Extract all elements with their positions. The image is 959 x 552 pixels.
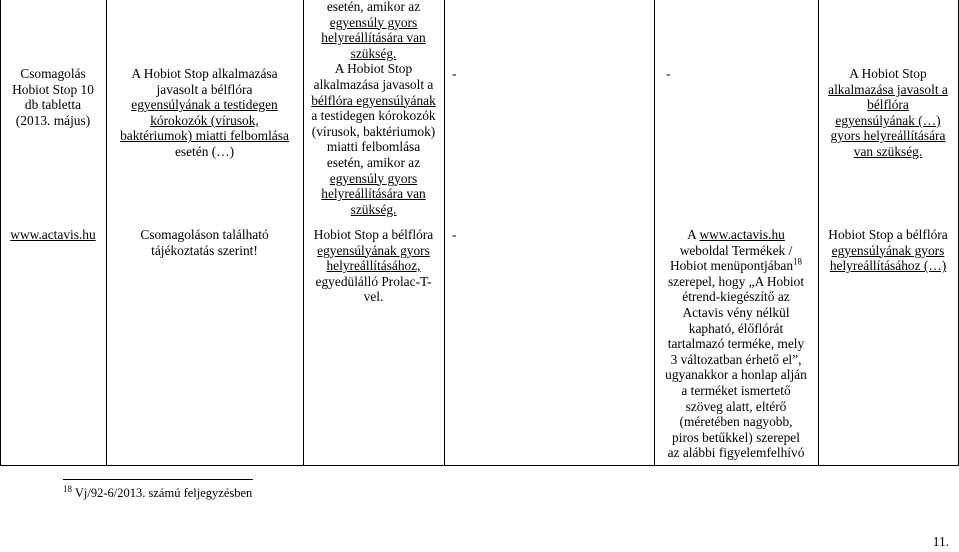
text-line: esetén, amikor az <box>326 0 421 14</box>
table-col-divider <box>444 0 445 465</box>
footnote-text: Vj/92-6/2013. számú feljegyzésben <box>74 486 253 500</box>
text-line: szükség. <box>350 45 397 61</box>
text-line: egyensúly gyors <box>329 14 418 30</box>
dash: - <box>452 227 457 242</box>
footnote-mark: 18 <box>63 483 72 494</box>
text-line: A Hobiot Stop <box>849 66 927 81</box>
assessment-cell <box>818 66 958 160</box>
footnote-separator <box>63 479 253 480</box>
text-line: helyreállítására van <box>321 30 426 46</box>
text-line: vel. <box>363 289 384 305</box>
footnote-reference[interactable]: 18 <box>793 256 803 267</box>
text-line: Hobiot Stop a bélflóra <box>313 227 434 242</box>
text-line: ugyanakkor a honlap alján <box>665 367 807 383</box>
website-remark-cell <box>654 227 818 461</box>
dash: - <box>666 66 671 81</box>
text-line: egyensúly gyors <box>329 170 418 186</box>
text-line: kapható, élőflórát <box>688 320 784 336</box>
claim-line: baktériumok) miatti felbomlása <box>120 128 289 144</box>
packaging-line: Csomagoláson található <box>140 227 269 242</box>
dash-cell <box>452 66 642 82</box>
packaging-info-cell <box>106 227 303 258</box>
product-line: Csomagolás <box>20 66 86 81</box>
product-cell <box>0 66 106 128</box>
text-line: helyreállításához, <box>326 258 421 274</box>
text-line: Hobiot menüpontjában <box>669 258 794 274</box>
table-border-bottom <box>0 465 959 466</box>
text-line: szerepel, hogy „A Hobiot <box>667 273 805 289</box>
text-line: egyensúlyának (…) <box>835 112 941 128</box>
claim-line: esetén (…) <box>174 143 235 159</box>
text-line: (vírusok, baktériumok) <box>311 123 436 139</box>
text-line: alkalmazása javasolt a <box>313 76 434 92</box>
text-line: Actavis vény nélkül <box>682 304 790 320</box>
dash: - <box>452 66 457 81</box>
text-fragment: A <box>687 227 700 242</box>
dash-cell <box>452 227 642 243</box>
text-line: egyedülálló Prolac-T- <box>315 273 432 289</box>
text-line: piros betűkkel) szerepel <box>672 429 800 445</box>
claim-line: A Hobiot Stop alkalmazása <box>131 66 278 81</box>
text-line: Hobiot Stop a bélflóra <box>828 227 948 242</box>
website-link[interactable]: www.actavis.hu <box>699 227 785 242</box>
product-line: Hobiot Stop 10 <box>12 81 94 97</box>
packaging-line: tájékoztatás szerint! <box>151 242 258 258</box>
text-line: egyensúlyának gyors <box>317 242 430 258</box>
text-line: bélflóra egyensúlyának <box>311 92 436 108</box>
assessment-cell <box>818 227 958 274</box>
text-line: A Hobiot Stop <box>334 61 413 77</box>
footnote <box>63 483 253 502</box>
text-line: 3 változatban érhető el”, <box>670 351 802 367</box>
text-line: miatti felbomlása <box>326 139 421 155</box>
claim-cell <box>106 66 303 160</box>
text-line: van szükség. <box>853 143 923 159</box>
text-line: étrend-kiegészítő az <box>682 289 790 305</box>
text-line: esetén, amikor az <box>326 154 421 170</box>
page-number: 11. <box>932 534 949 550</box>
website-cell <box>0 227 106 243</box>
text-line: weboldal Termékek / <box>679 242 793 258</box>
text-line: szöveg alatt, eltérő <box>685 398 787 414</box>
continued-text-cell <box>303 0 444 217</box>
claim-line: javasolt a bélflóra <box>156 81 253 97</box>
slogan-cell <box>303 227 444 305</box>
text-line: tartalmazó terméke, mely <box>667 336 805 352</box>
text-line: a testidegen kórokozók <box>311 108 436 124</box>
text-line: helyreállítására van <box>321 186 426 202</box>
text-line: alkalmazása javasolt a <box>828 81 948 97</box>
text-line: szükség. <box>350 201 397 217</box>
dash-cell <box>666 66 816 82</box>
text-line: helyreállításához (…) <box>829 258 947 274</box>
product-line: db tabletta <box>24 97 82 113</box>
text-line: bélflóra <box>867 97 909 113</box>
text-line: gyors helyreállítására <box>830 128 946 144</box>
website-link[interactable]: www.actavis.hu <box>10 227 96 242</box>
claim-line: egyensúlyának a testidegen <box>131 97 278 113</box>
product-line: (2013. május) <box>15 112 91 128</box>
text-line: a terméket ismertető <box>681 382 791 398</box>
text-line: az alábbi figyelemfelhívó <box>667 445 805 461</box>
text-line: egyensúlyának gyors <box>831 242 945 258</box>
text-line: (méretében nagyobb, <box>679 414 793 430</box>
claim-line: kórokozók (vírusok, <box>150 112 259 128</box>
